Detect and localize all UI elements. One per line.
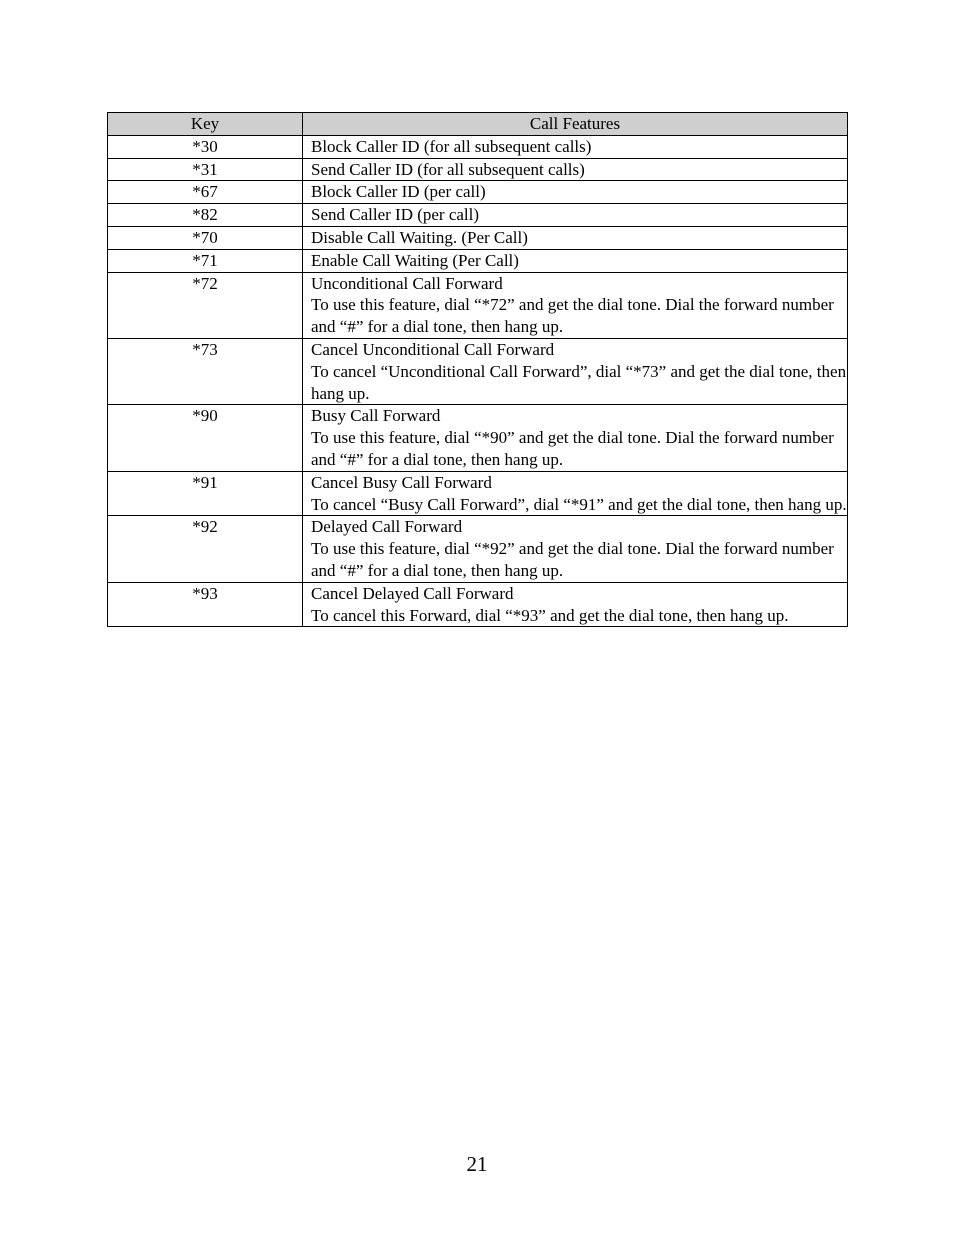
table-row xyxy=(108,471,848,516)
feature-title: Enable Call Waiting (Per Call) xyxy=(311,250,519,270)
feature-title: Send Caller ID (for all subsequent calls) xyxy=(311,159,585,179)
feature-cell xyxy=(303,516,848,582)
feature-description: To cancel “Busy Call Forward”, dial “*91” and get the dial tone, then hang up. xyxy=(311,494,847,514)
feature-description: To cancel this Forward, dial “*93” and get the dial tone, then hang up. xyxy=(311,605,789,625)
feature-cell xyxy=(303,272,848,338)
feature-cell xyxy=(303,135,848,158)
table-row xyxy=(108,158,848,181)
table-row xyxy=(108,204,848,227)
key-column-header: Key xyxy=(108,113,303,136)
feature-title: Block Caller ID (for all subsequent calls) xyxy=(311,136,592,156)
table-header-row xyxy=(108,113,848,136)
table-row xyxy=(108,249,848,272)
feature-cell xyxy=(303,226,848,249)
page-number: 21 xyxy=(466,1152,488,1176)
feature-key-code: *90 xyxy=(108,405,303,471)
feature-cell xyxy=(303,405,848,471)
call-features-column-header: Call Features xyxy=(303,113,848,136)
feature-key-code: *71 xyxy=(108,249,303,272)
table-row xyxy=(108,181,848,204)
table-body xyxy=(108,135,848,627)
feature-title: Delayed Call Forward xyxy=(311,517,463,537)
table-row xyxy=(108,405,848,471)
feature-description: To use this feature, dial “*92” and get the dial tone. Dial the forward number and “#” for a dial tone, then hang up. xyxy=(311,539,834,580)
feature-cell xyxy=(303,471,848,516)
feature-key-code: *72 xyxy=(108,272,303,338)
table-row xyxy=(108,516,848,582)
feature-key-code: *31 xyxy=(108,158,303,181)
table-row xyxy=(108,338,848,404)
feature-cell xyxy=(303,181,848,204)
feature-title: Send Caller ID (per call) xyxy=(311,205,480,225)
feature-description: To cancel “Unconditional Call Forward”, dial “*73” and get the dial tone, then hang up. xyxy=(311,361,847,403)
feature-description: To use this feature, dial “*72” and get the dial tone. Dial the forward number and “#” for a dial tone, then hang up. xyxy=(311,295,834,337)
table-row xyxy=(108,582,848,627)
feature-key-code: *30 xyxy=(108,135,303,158)
call-features-table xyxy=(107,112,848,627)
feature-title: Cancel Busy Call Forward xyxy=(311,472,492,492)
feature-key-code: *82 xyxy=(108,204,303,227)
feature-cell xyxy=(303,338,848,404)
feature-cell xyxy=(303,582,848,627)
feature-title: Disable Call Waiting. (Per Call) xyxy=(311,227,528,247)
feature-title: Block Caller ID (per call) xyxy=(311,182,486,202)
feature-key-code: *73 xyxy=(108,338,303,404)
feature-cell xyxy=(303,158,848,181)
table-row xyxy=(108,272,848,338)
feature-title: Cancel Unconditional Call Forward xyxy=(311,339,555,359)
table-row xyxy=(108,135,848,158)
feature-key-code: *91 xyxy=(108,471,303,516)
feature-key-code: *92 xyxy=(108,516,303,582)
feature-key-code: *70 xyxy=(108,226,303,249)
feature-title: Cancel Delayed Call Forward xyxy=(311,583,514,603)
feature-description: To use this feature, dial “*90” and get the dial tone. Dial the forward number and “#” for a dial tone, then hang up. xyxy=(311,428,834,469)
feature-title: Unconditional Call Forward xyxy=(311,273,503,293)
feature-cell xyxy=(303,249,848,272)
feature-key-code: *93 xyxy=(108,582,303,627)
table-row xyxy=(108,226,848,249)
feature-title: Busy Call Forward xyxy=(311,406,441,426)
feature-cell xyxy=(303,204,848,227)
feature-key-code: *67 xyxy=(108,181,303,204)
